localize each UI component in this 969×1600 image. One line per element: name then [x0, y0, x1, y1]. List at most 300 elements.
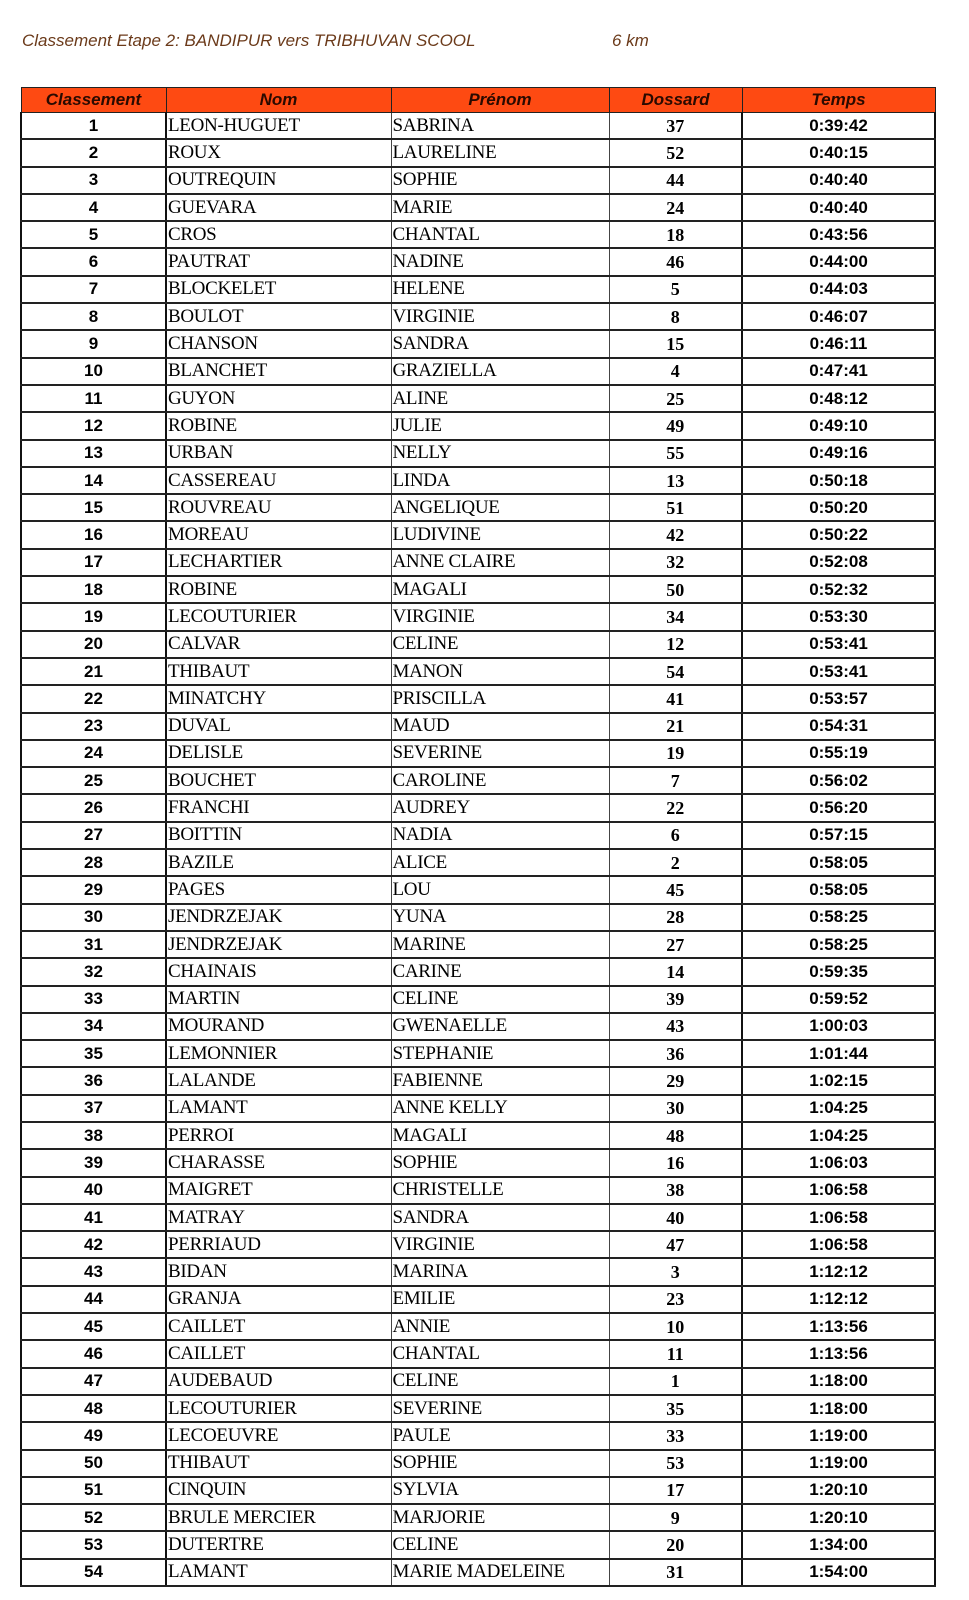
- cell-dossard: 10: [609, 1313, 742, 1340]
- table-row: [21, 1340, 935, 1367]
- page-title: [22, 31, 649, 51]
- cell-nom: MINATCHY: [166, 685, 391, 712]
- cell-dossard: 5: [609, 276, 742, 303]
- cell-nom: ROUVREAU: [166, 494, 391, 521]
- cell-dossard: 46: [609, 248, 742, 275]
- table-row: [21, 904, 935, 931]
- table-header-row: [21, 88, 935, 113]
- cell-nom: ROBINE: [166, 412, 391, 439]
- cell-classement: 3: [21, 167, 166, 194]
- cell-dossard: 17: [609, 1477, 742, 1504]
- cell-prenom: ANNIE: [391, 1313, 609, 1340]
- cell-nom: CASSEREAU: [166, 467, 391, 494]
- results-body: [21, 113, 935, 1587]
- cell-temps: 0:52:32: [742, 576, 935, 603]
- cell-temps: 0:47:41: [742, 358, 935, 385]
- table-row: [21, 849, 935, 876]
- cell-classement: 9: [21, 330, 166, 357]
- cell-dossard: 44: [609, 167, 742, 194]
- table-row: [21, 931, 935, 958]
- cell-dossard: 6: [609, 822, 742, 849]
- cell-temps: 1:06:58: [742, 1177, 935, 1204]
- cell-nom: ROBINE: [166, 576, 391, 603]
- cell-classement: 8: [21, 303, 166, 330]
- cell-temps: 0:49:10: [742, 412, 935, 439]
- cell-temps: 1:13:56: [742, 1313, 935, 1340]
- cell-dossard: 3: [609, 1258, 742, 1285]
- cell-dossard: 39: [609, 986, 742, 1013]
- cell-classement: 12: [21, 412, 166, 439]
- cell-dossard: 52: [609, 139, 742, 166]
- cell-temps: 1:18:00: [742, 1368, 935, 1395]
- cell-nom: DELISLE: [166, 740, 391, 767]
- cell-nom: GRANJA: [166, 1286, 391, 1313]
- cell-classement: 45: [21, 1313, 166, 1340]
- cell-classement: 36: [21, 1067, 166, 1094]
- table-row: [21, 1040, 935, 1067]
- cell-temps: 1:04:25: [742, 1095, 935, 1122]
- cell-prenom: SYLVIA: [391, 1477, 609, 1504]
- cell-dossard: 47: [609, 1231, 742, 1258]
- cell-classement: 40: [21, 1177, 166, 1204]
- stage-title: Classement Etape 2: BANDIPUR vers TRIBHUVAN SCOOL: [22, 31, 476, 50]
- cell-classement: 5: [21, 221, 166, 248]
- table-row: [21, 1504, 935, 1531]
- table-row: [21, 1204, 935, 1231]
- cell-nom: DUTERTRE: [166, 1531, 391, 1558]
- cell-prenom: MARJORIE: [391, 1504, 609, 1531]
- table-row: [21, 1368, 935, 1395]
- cell-nom: BIDAN: [166, 1258, 391, 1285]
- cell-temps: 1:19:00: [742, 1450, 935, 1477]
- column-header-temps: Temps: [742, 88, 935, 113]
- cell-prenom: MARINE: [391, 931, 609, 958]
- cell-temps: 1:34:00: [742, 1531, 935, 1558]
- cell-nom: MAIGRET: [166, 1177, 391, 1204]
- table-row: [21, 767, 935, 794]
- cell-prenom: LUDIVINE: [391, 521, 609, 548]
- cell-prenom: CAROLINE: [391, 767, 609, 794]
- table-row: [21, 412, 935, 439]
- cell-nom: MATRAY: [166, 1204, 391, 1231]
- table-row: [21, 576, 935, 603]
- cell-dossard: 8: [609, 303, 742, 330]
- cell-nom: CALVAR: [166, 631, 391, 658]
- cell-nom: LEON-HUGUET: [166, 113, 391, 140]
- cell-classement: 42: [21, 1231, 166, 1258]
- cell-nom: JENDRZEJAK: [166, 931, 391, 958]
- cell-classement: 16: [21, 521, 166, 548]
- cell-classement: 25: [21, 767, 166, 794]
- cell-dossard: 28: [609, 904, 742, 931]
- cell-temps: 1:19:00: [742, 1422, 935, 1449]
- cell-prenom: NELLY: [391, 440, 609, 467]
- cell-classement: 29: [21, 876, 166, 903]
- table-row: [21, 221, 935, 248]
- column-header-prenom: Prénom: [391, 88, 609, 113]
- table-row: [21, 740, 935, 767]
- results-table: [20, 87, 936, 1587]
- cell-prenom: MAGALI: [391, 576, 609, 603]
- cell-dossard: 14: [609, 958, 742, 985]
- cell-nom: PAUTRAT: [166, 248, 391, 275]
- cell-prenom: ANGELIQUE: [391, 494, 609, 521]
- cell-nom: BRULE MERCIER: [166, 1504, 391, 1531]
- cell-dossard: 30: [609, 1095, 742, 1122]
- cell-dossard: 4: [609, 358, 742, 385]
- cell-nom: LAMANT: [166, 1559, 391, 1586]
- table-row: [21, 1149, 935, 1176]
- cell-temps: 0:58:05: [742, 849, 935, 876]
- cell-dossard: 45: [609, 876, 742, 903]
- cell-nom: LECHARTIER: [166, 549, 391, 576]
- cell-dossard: 55: [609, 440, 742, 467]
- cell-nom: BAZILE: [166, 849, 391, 876]
- cell-temps: 0:49:16: [742, 440, 935, 467]
- cell-temps: 0:59:35: [742, 958, 935, 985]
- table-row: [21, 958, 935, 985]
- cell-classement: 13: [21, 440, 166, 467]
- cell-dossard: 50: [609, 576, 742, 603]
- table-row: [21, 876, 935, 903]
- table-row: [21, 1313, 935, 1340]
- cell-classement: 31: [21, 931, 166, 958]
- cell-dossard: 9: [609, 1504, 742, 1531]
- table-row: [21, 1177, 935, 1204]
- cell-dossard: 49: [609, 412, 742, 439]
- cell-classement: 54: [21, 1559, 166, 1586]
- cell-classement: 2: [21, 139, 166, 166]
- cell-temps: 0:57:15: [742, 822, 935, 849]
- table-row: [21, 1286, 935, 1313]
- table-row: [21, 1559, 935, 1586]
- table-row: [21, 1477, 935, 1504]
- column-header-dossard: Dossard: [609, 88, 742, 113]
- cell-classement: 26: [21, 794, 166, 821]
- table-row: [21, 631, 935, 658]
- cell-prenom: MANON: [391, 658, 609, 685]
- cell-prenom: MARIE: [391, 194, 609, 221]
- cell-dossard: 43: [609, 1013, 742, 1040]
- table-row: [21, 1013, 935, 1040]
- cell-temps: 0:50:20: [742, 494, 935, 521]
- cell-temps: 1:01:44: [742, 1040, 935, 1067]
- cell-temps: 0:40:15: [742, 139, 935, 166]
- cell-dossard: 24: [609, 194, 742, 221]
- cell-temps: 0:52:08: [742, 549, 935, 576]
- cell-temps: 0:59:52: [742, 986, 935, 1013]
- cell-nom: PAGES: [166, 876, 391, 903]
- cell-nom: BOITTIN: [166, 822, 391, 849]
- cell-prenom: SOPHIE: [391, 1450, 609, 1477]
- table-row: [21, 658, 935, 685]
- cell-dossard: 23: [609, 1286, 742, 1313]
- cell-temps: 0:56:20: [742, 794, 935, 821]
- cell-prenom: CHRISTELLE: [391, 1177, 609, 1204]
- cell-classement: 11: [21, 385, 166, 412]
- cell-classement: 19: [21, 603, 166, 630]
- cell-dossard: 31: [609, 1559, 742, 1586]
- cell-prenom: CELINE: [391, 631, 609, 658]
- cell-nom: MOREAU: [166, 521, 391, 548]
- cell-classement: 33: [21, 986, 166, 1013]
- cell-dossard: 35: [609, 1395, 742, 1422]
- cell-classement: 10: [21, 358, 166, 385]
- table-row: [21, 1531, 935, 1558]
- cell-nom: ROUX: [166, 139, 391, 166]
- table-row: [21, 358, 935, 385]
- cell-classement: 41: [21, 1204, 166, 1231]
- table-row: [21, 1395, 935, 1422]
- cell-dossard: 53: [609, 1450, 742, 1477]
- table-row: [21, 303, 935, 330]
- cell-prenom: FABIENNE: [391, 1067, 609, 1094]
- cell-temps: 0:48:12: [742, 385, 935, 412]
- table-row: [21, 986, 935, 1013]
- cell-nom: URBAN: [166, 440, 391, 467]
- cell-classement: 35: [21, 1040, 166, 1067]
- cell-temps: 1:18:00: [742, 1395, 935, 1422]
- cell-prenom: NADINE: [391, 248, 609, 275]
- table-row: [21, 1231, 935, 1258]
- cell-prenom: NADIA: [391, 822, 609, 849]
- cell-temps: 0:54:31: [742, 713, 935, 740]
- cell-classement: 20: [21, 631, 166, 658]
- cell-nom: OUTREQUIN: [166, 167, 391, 194]
- cell-dossard: 54: [609, 658, 742, 685]
- cell-temps: 0:40:40: [742, 167, 935, 194]
- cell-classement: 39: [21, 1149, 166, 1176]
- cell-classement: 34: [21, 1013, 166, 1040]
- cell-prenom: SOPHIE: [391, 167, 609, 194]
- cell-nom: CHANSON: [166, 330, 391, 357]
- cell-temps: 1:06:03: [742, 1149, 935, 1176]
- cell-nom: FRANCHI: [166, 794, 391, 821]
- cell-dossard: 33: [609, 1422, 742, 1449]
- cell-prenom: SABRINA: [391, 113, 609, 140]
- cell-classement: 7: [21, 276, 166, 303]
- cell-prenom: SEVERINE: [391, 1395, 609, 1422]
- cell-nom: CAILLET: [166, 1313, 391, 1340]
- table-row: [21, 822, 935, 849]
- cell-prenom: SANDRA: [391, 330, 609, 357]
- cell-nom: BOUCHET: [166, 767, 391, 794]
- cell-temps: 1:12:12: [742, 1286, 935, 1313]
- cell-dossard: 48: [609, 1122, 742, 1149]
- cell-nom: THIBAUT: [166, 1450, 391, 1477]
- cell-dossard: 40: [609, 1204, 742, 1231]
- cell-prenom: ALICE: [391, 849, 609, 876]
- cell-classement: 43: [21, 1258, 166, 1285]
- cell-prenom: YUNA: [391, 904, 609, 931]
- stage-distance: 6 km: [612, 31, 649, 50]
- cell-classement: 44: [21, 1286, 166, 1313]
- cell-prenom: GRAZIELLA: [391, 358, 609, 385]
- cell-classement: 18: [21, 576, 166, 603]
- cell-dossard: 13: [609, 467, 742, 494]
- cell-temps: 1:54:00: [742, 1559, 935, 1586]
- cell-nom: BLANCHET: [166, 358, 391, 385]
- cell-classement: 53: [21, 1531, 166, 1558]
- cell-nom: LECOEUVRE: [166, 1422, 391, 1449]
- cell-dossard: 27: [609, 931, 742, 958]
- table-row: [21, 1067, 935, 1094]
- cell-dossard: 34: [609, 603, 742, 630]
- cell-classement: 48: [21, 1395, 166, 1422]
- cell-dossard: 25: [609, 385, 742, 412]
- cell-prenom: SEVERINE: [391, 740, 609, 767]
- cell-nom: LALANDE: [166, 1067, 391, 1094]
- cell-classement: 17: [21, 549, 166, 576]
- cell-temps: 1:06:58: [742, 1204, 935, 1231]
- table-row: [21, 276, 935, 303]
- cell-prenom: VIRGINIE: [391, 1231, 609, 1258]
- cell-classement: 6: [21, 248, 166, 275]
- cell-classement: 22: [21, 685, 166, 712]
- cell-prenom: MARINA: [391, 1258, 609, 1285]
- cell-dossard: 15: [609, 330, 742, 357]
- cell-temps: 1:02:15: [742, 1067, 935, 1094]
- table-row: [21, 440, 935, 467]
- cell-temps: 1:12:12: [742, 1258, 935, 1285]
- cell-classement: 49: [21, 1422, 166, 1449]
- cell-nom: LEMONNIER: [166, 1040, 391, 1067]
- cell-prenom: VIRGINIE: [391, 603, 609, 630]
- table-row: [21, 794, 935, 821]
- cell-nom: AUDEBAUD: [166, 1368, 391, 1395]
- table-row: [21, 248, 935, 275]
- table-row: [21, 603, 935, 630]
- table-row: [21, 113, 935, 140]
- cell-prenom: ANNE KELLY: [391, 1095, 609, 1122]
- cell-temps: 0:56:02: [742, 767, 935, 794]
- cell-dossard: 42: [609, 521, 742, 548]
- cell-nom: LECOUTURIER: [166, 1395, 391, 1422]
- cell-prenom: GWENAELLE: [391, 1013, 609, 1040]
- column-header-classement: Classement: [21, 88, 166, 113]
- cell-nom: GUYON: [166, 385, 391, 412]
- cell-temps: 0:44:00: [742, 248, 935, 275]
- cell-nom: BOULOT: [166, 303, 391, 330]
- cell-temps: 1:13:56: [742, 1340, 935, 1367]
- cell-prenom: MAUD: [391, 713, 609, 740]
- cell-temps: 0:55:19: [742, 740, 935, 767]
- cell-prenom: VIRGINIE: [391, 303, 609, 330]
- cell-nom: BLOCKELET: [166, 276, 391, 303]
- cell-nom: LECOUTURIER: [166, 603, 391, 630]
- cell-classement: 46: [21, 1340, 166, 1367]
- cell-temps: 0:50:18: [742, 467, 935, 494]
- cell-prenom: CELINE: [391, 986, 609, 1013]
- cell-nom: PERRIAUD: [166, 1231, 391, 1258]
- cell-temps: 1:20:10: [742, 1477, 935, 1504]
- cell-dossard: 32: [609, 549, 742, 576]
- cell-nom: CINQUIN: [166, 1477, 391, 1504]
- cell-prenom: EMILIE: [391, 1286, 609, 1313]
- cell-temps: 0:39:42: [742, 113, 935, 140]
- cell-classement: 52: [21, 1504, 166, 1531]
- cell-nom: DUVAL: [166, 713, 391, 740]
- cell-dossard: 12: [609, 631, 742, 658]
- cell-nom: LAMANT: [166, 1095, 391, 1122]
- cell-temps: 0:40:40: [742, 194, 935, 221]
- cell-prenom: ALINE: [391, 385, 609, 412]
- cell-dossard: 38: [609, 1177, 742, 1204]
- table-row: [21, 521, 935, 548]
- cell-dossard: 11: [609, 1340, 742, 1367]
- cell-prenom: LOU: [391, 876, 609, 903]
- cell-classement: 30: [21, 904, 166, 931]
- cell-temps: 1:00:03: [742, 1013, 935, 1040]
- table-row: [21, 385, 935, 412]
- table-row: [21, 467, 935, 494]
- cell-prenom: LINDA: [391, 467, 609, 494]
- cell-classement: 32: [21, 958, 166, 985]
- table-row: [21, 549, 935, 576]
- cell-classement: 21: [21, 658, 166, 685]
- cell-nom: MARTIN: [166, 986, 391, 1013]
- cell-temps: 1:04:25: [742, 1122, 935, 1149]
- cell-prenom: MAGALI: [391, 1122, 609, 1149]
- cell-dossard: 20: [609, 1531, 742, 1558]
- cell-dossard: 36: [609, 1040, 742, 1067]
- cell-prenom: PRISCILLA: [391, 685, 609, 712]
- cell-prenom: CHANTAL: [391, 1340, 609, 1367]
- cell-prenom: MARIE MADELEINE: [391, 1559, 609, 1586]
- table-row: [21, 194, 935, 221]
- cell-dossard: 51: [609, 494, 742, 521]
- cell-dossard: 18: [609, 221, 742, 248]
- cell-classement: 51: [21, 1477, 166, 1504]
- cell-dossard: 37: [609, 113, 742, 140]
- cell-temps: 0:58:25: [742, 931, 935, 958]
- cell-prenom: PAULE: [391, 1422, 609, 1449]
- cell-prenom: CELINE: [391, 1368, 609, 1395]
- cell-nom: CHARASSE: [166, 1149, 391, 1176]
- cell-nom: CHAINAIS: [166, 958, 391, 985]
- table-row: [21, 1450, 935, 1477]
- cell-classement: 37: [21, 1095, 166, 1122]
- cell-nom: CAILLET: [166, 1340, 391, 1367]
- cell-classement: 14: [21, 467, 166, 494]
- cell-prenom: SANDRA: [391, 1204, 609, 1231]
- cell-prenom: STEPHANIE: [391, 1040, 609, 1067]
- cell-temps: 0:53:41: [742, 658, 935, 685]
- cell-classement: 28: [21, 849, 166, 876]
- column-header-nom: Nom: [166, 88, 391, 113]
- cell-dossard: 29: [609, 1067, 742, 1094]
- cell-classement: 4: [21, 194, 166, 221]
- cell-nom: CROS: [166, 221, 391, 248]
- cell-classement: 24: [21, 740, 166, 767]
- cell-classement: 47: [21, 1368, 166, 1395]
- cell-classement: 15: [21, 494, 166, 521]
- cell-temps: 0:46:11: [742, 330, 935, 357]
- cell-dossard: 19: [609, 740, 742, 767]
- table-row: [21, 330, 935, 357]
- table-row: [21, 494, 935, 521]
- cell-nom: GUEVARA: [166, 194, 391, 221]
- cell-temps: 0:53:41: [742, 631, 935, 658]
- cell-prenom: SOPHIE: [391, 1149, 609, 1176]
- cell-temps: 0:44:03: [742, 276, 935, 303]
- cell-classement: 50: [21, 1450, 166, 1477]
- cell-classement: 1: [21, 113, 166, 140]
- cell-temps: 0:43:56: [742, 221, 935, 248]
- cell-nom: MOURAND: [166, 1013, 391, 1040]
- table-row: [21, 139, 935, 166]
- cell-temps: 0:58:05: [742, 876, 935, 903]
